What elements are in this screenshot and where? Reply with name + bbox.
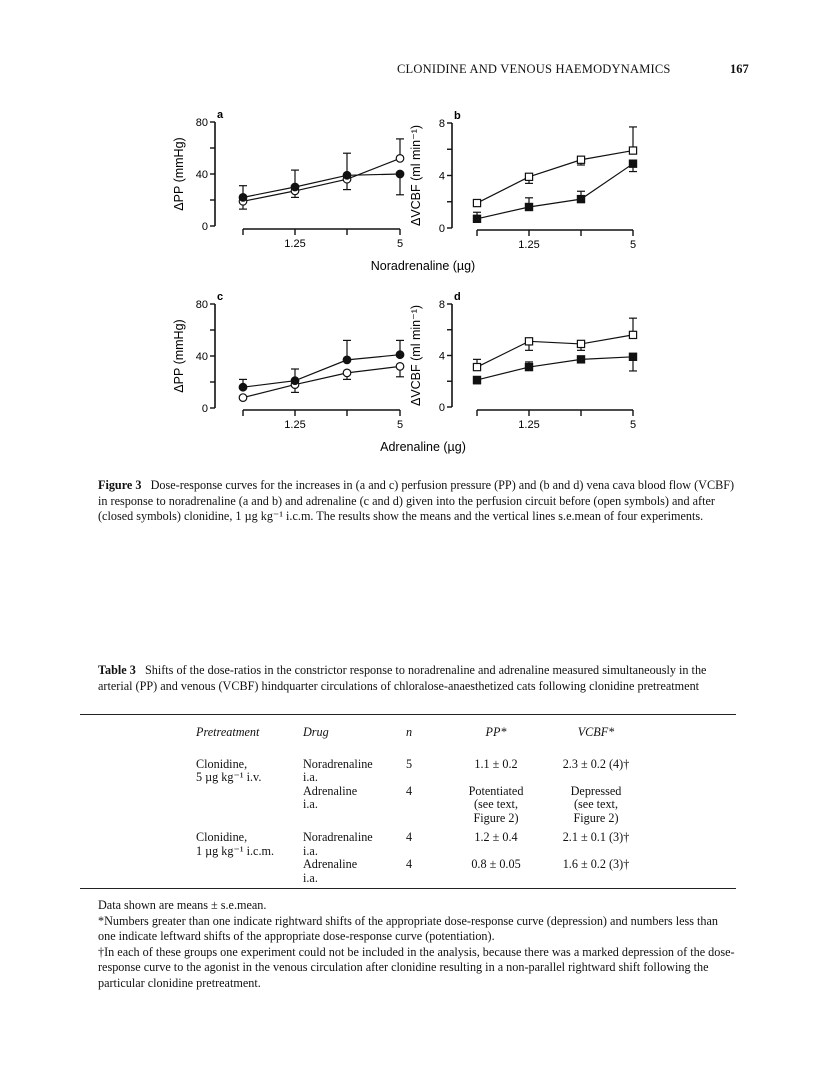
cell-pp: [446, 831, 546, 858]
data-point-open-circle: [396, 363, 404, 371]
figure-caption: [98, 478, 738, 525]
data-point-open-square: [525, 338, 532, 345]
cell-line: 4: [406, 857, 413, 871]
cell-n: [406, 758, 446, 785]
cell-line: i.a.: [303, 843, 318, 858]
y-tick-label: 40: [195, 169, 208, 181]
cell-line: 1.1 ± 0.2: [474, 756, 518, 771]
xlabel-adrenaline: Adrenaline (µg): [380, 440, 466, 454]
data-point-filled-square: [577, 356, 584, 363]
y-tick-label: 0: [438, 223, 445, 235]
cell-line: 4: [406, 830, 413, 844]
cell-line: 1 µg kg⁻¹ i.c.m.: [196, 843, 275, 858]
header-drug: Drug: [303, 725, 329, 739]
cell-vcbf: [546, 785, 646, 832]
cell-line: Noradrenaline: [303, 756, 373, 771]
series-line: [243, 174, 400, 197]
cell-vcbf: [546, 758, 646, 785]
y-tick-label: 8: [438, 118, 445, 130]
cell-line: i.a.: [303, 797, 318, 811]
y-tick-label: 40: [195, 351, 208, 363]
page-number: 167: [730, 62, 749, 76]
data-point-filled-square: [629, 160, 636, 167]
cell-line: Figure 2): [473, 810, 519, 825]
data-point-open-square: [525, 173, 532, 180]
y-tick-label: 0: [201, 403, 208, 415]
cell-line: (see text,: [474, 797, 518, 811]
series-line: [243, 366, 400, 397]
y-axis-label: ΔVCBF (ml min⁻¹): [409, 124, 423, 227]
y-tick-label: 0: [438, 402, 445, 414]
cell-line: 0.8 ± 0.05: [471, 857, 521, 871]
y-axis-label: ΔPP (mmHg): [172, 319, 186, 393]
cell-n: [406, 785, 446, 832]
y-axis-label: ΔVCBF (ml min⁻¹): [409, 304, 423, 407]
series-line: [477, 151, 633, 204]
data-point-filled-circle: [343, 172, 351, 180]
cell-line: Potentiated: [468, 783, 524, 798]
panel-b: [409, 110, 637, 251]
series-line: [477, 335, 633, 367]
data-point-filled-square: [577, 196, 584, 203]
header-n: n: [406, 725, 413, 739]
cell-line: Depressed: [570, 783, 622, 798]
x-tick-label: 1.25: [518, 419, 540, 431]
data-point-filled-square: [473, 215, 480, 222]
data-table: [196, 726, 646, 885]
table-caption: [98, 663, 738, 694]
data-point-filled-circle: [343, 356, 351, 364]
data-point-open-square: [629, 147, 636, 154]
table-header-row: [196, 726, 646, 758]
cell-vcbf: [546, 858, 646, 885]
panel-c: [172, 291, 404, 431]
table-row: [196, 785, 646, 832]
data-point-open-square: [473, 363, 480, 370]
cell-pretreatment: [196, 858, 303, 885]
cell-line: 1.6 ± 0.2 (3)†: [562, 857, 630, 871]
xlabel-noradrenaline: Noradrenaline (µg): [370, 259, 476, 273]
cell-line: i.a.: [303, 770, 318, 784]
y-tick-label: 8: [438, 299, 445, 311]
table-caption-label: Table 3: [98, 663, 136, 677]
series-line: [243, 158, 400, 201]
data-point-open-square: [629, 331, 636, 338]
data-point-open-circle: [239, 394, 247, 402]
data-point-filled-circle: [239, 383, 247, 391]
cell-pretreatment: [196, 831, 303, 858]
header-vcbf: VCBF*: [577, 725, 615, 739]
y-tick-label: 4: [438, 170, 445, 183]
panel-a: [172, 109, 404, 250]
cell-line: Clonidine,: [196, 830, 248, 844]
data-point-filled-circle: [396, 351, 404, 359]
cell-line: 4: [406, 783, 413, 798]
cell-line: 2.3 ± 0.2 (4)†: [562, 756, 630, 771]
table-bottom-rule: [80, 888, 736, 889]
y-tick-label: 4: [438, 350, 445, 363]
series-line: [477, 357, 633, 380]
note-dagger: †In each of these groups one experiment could not be included in the analysis, because there was a marked depression of the dose-response curve to the agonist in the venous circulation after clonidine resulting in a non-parallel rightward shift following the particular clonidine pretreatment.: [98, 944, 735, 990]
note-means: Data shown are means ± s.e.mean.: [98, 898, 267, 912]
data-point-filled-circle: [396, 170, 404, 178]
data-point-open-square: [473, 199, 480, 206]
figure-caption-label: Figure 3: [98, 478, 142, 492]
x-tick-label: 5: [629, 419, 637, 431]
running-title: CLONIDINE AND VENOUS HAEMODYNAMICS: [397, 62, 671, 76]
x-tick-label: 1.25: [284, 238, 306, 250]
x-tick-label: 5: [396, 238, 404, 250]
cell-pp: [446, 858, 546, 885]
cell-line: Clonidine,: [196, 756, 248, 771]
table-row: [196, 831, 646, 858]
data-point-filled-circle: [291, 183, 299, 191]
panel-label: a: [217, 109, 224, 121]
cell-line: Figure 2): [573, 810, 619, 825]
cell-line: Adrenaline: [303, 857, 358, 871]
x-tick-label: 5: [629, 239, 637, 251]
data-point-open-square: [577, 340, 584, 347]
data-point-open-circle: [396, 155, 404, 163]
cell-pp: [446, 785, 546, 832]
panel-label: c: [217, 291, 224, 303]
panel-label: d: [454, 291, 461, 303]
y-tick-label: 80: [195, 299, 208, 311]
data-point-open-square: [577, 156, 584, 163]
panel-label: b: [454, 110, 461, 122]
data-point-filled-square: [525, 203, 532, 210]
cell-line: 1.2 ± 0.4: [474, 830, 518, 844]
data-point-filled-circle: [239, 194, 247, 202]
cell-n: [406, 831, 446, 858]
y-tick-label: 80: [195, 117, 208, 129]
cell-line: Noradrenaline: [303, 830, 373, 844]
data-point-filled-square: [629, 353, 636, 360]
table-row: [196, 858, 646, 885]
figure-3: [0, 0, 816, 460]
cell-drug: [303, 831, 406, 858]
cell-pretreatment: [196, 785, 303, 832]
cell-drug: [303, 785, 406, 832]
y-axis-label: ΔPP (mmHg): [172, 137, 186, 211]
cell-pretreatment: [196, 758, 303, 785]
cell-line: 5: [406, 756, 413, 771]
panel-d: [409, 291, 637, 431]
data-point-open-circle: [343, 369, 351, 377]
table-caption-text: Shifts of the dose-ratios in the constrictor response to noradrenaline and adrenaline measured simultaneously in the arterial (PP) and venous (VCBF) hindquarter circulations of chloralose-anaesthetized cats following clonidine pretreatment: [98, 663, 707, 693]
data-point-filled-square: [525, 363, 532, 370]
y-tick-label: 0: [201, 221, 208, 233]
cell-vcbf: [546, 831, 646, 858]
header-pp: PP*: [485, 725, 507, 739]
x-tick-label: 1.25: [518, 239, 540, 251]
series-line: [243, 355, 400, 388]
figure-caption-text: Dose-response curves for the increases in (a and c) perfusion pressure (PP) and (b and d) vena cava blood flow (VCBF) in response to noradrenaline (a and b) and adrenaline (c and d) given into the perfusion circuit before (open symbols) and after (closed symbols) clonidine, 1 µg kg⁻¹ i.c.m. The results show the means and the vertical lines s.e.mean of four experiments.: [98, 478, 735, 523]
cell-pp: [446, 758, 546, 785]
x-tick-label: 1.25: [284, 419, 306, 431]
cell-line: Adrenaline: [303, 783, 358, 798]
cell-line: 2.1 ± 0.1 (3)†: [562, 830, 630, 844]
table-notes: [98, 898, 738, 991]
note-asterisk: *Numbers greater than one indicate rightward shifts of the appropriate dose-response curve (depression) and numbers less than one indicate leftward shifts of the appropriate dose-response curve (potentiation).: [98, 913, 719, 943]
cell-line: (see text,: [574, 797, 618, 811]
table-row: [196, 758, 646, 785]
cell-line: 5 µg kg⁻¹ i.v.: [196, 770, 262, 784]
data-point-filled-circle: [291, 377, 299, 385]
cell-drug: [303, 858, 406, 885]
x-tick-label: 5: [396, 419, 404, 431]
cell-line: i.a.: [303, 870, 318, 885]
header-pretreatment: Pretreatment: [196, 725, 260, 739]
table-top-rule: [80, 714, 736, 715]
cell-drug: [303, 758, 406, 785]
data-point-filled-square: [473, 376, 480, 383]
cell-n: [406, 858, 446, 885]
